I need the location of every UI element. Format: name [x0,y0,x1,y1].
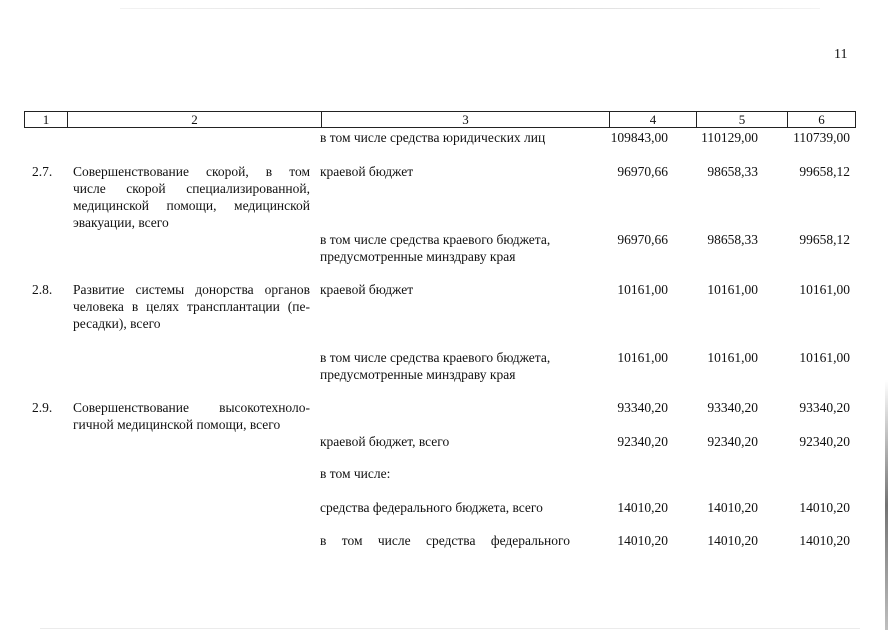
header-col-5: 5 [697,112,788,127]
value-col-5: 92340,20 [707,434,758,449]
header-col-3: 3 [322,112,610,127]
source-cell: в том числе средства юридических лиц [320,130,546,145]
column-number-header [24,111,856,128]
value-col-5: 14010,20 [707,500,758,515]
item-name-line: медицинской помощи, медицинской [73,198,310,213]
value-col-5: 93340,20 [707,400,758,415]
value-col-4: 96970,66 [617,164,668,179]
value-col-4: 96970,66 [617,232,668,247]
header-col-1: 1 [25,112,68,127]
source-cell: в том числе: [320,466,391,481]
value-col-5: 14010,20 [707,533,758,548]
value-col-4: 93340,20 [617,400,668,415]
scan-edge-bottom [40,628,860,629]
value-col-4: 10161,00 [617,350,668,365]
item-name-line: ресадки), всего [73,316,161,331]
source-cell: средства федерального бюджета, всего [320,500,543,515]
value-col-5: 110129,00 [701,130,758,145]
item-name-line: Развитие системы донорства органов [73,282,310,297]
source-cell [320,349,580,383]
value-col-6: 10161,00 [799,350,850,365]
item-name-line: человека в целях трансплантации (пе- [73,299,310,314]
value-col-6: 93340,20 [799,400,850,415]
source-line: предусмотренные минздраву края [320,249,516,264]
value-col-6: 14010,20 [799,533,850,548]
item-name-line: гичной медицинской помощи, всего [73,417,281,432]
value-col-4: 14010,20 [617,533,668,548]
source-cell: краевой бюджет [320,282,414,297]
value-col-6: 14010,20 [799,500,850,515]
item-code: 2.9. [32,400,53,415]
value-col-6: 110739,00 [793,130,850,145]
page-number: 11 [834,47,848,62]
header-col-4: 4 [610,112,697,127]
value-col-5: 10161,00 [707,350,758,365]
value-col-6: 92340,20 [799,434,850,449]
value-col-4: 109843,00 [610,130,668,145]
scan-edge-top [120,8,820,9]
value-col-5: 10161,00 [707,282,758,297]
value-col-6: 99658,12 [799,164,850,179]
item-name [73,163,310,231]
item-code: 2.8. [32,282,53,297]
header-col-6: 6 [818,112,825,127]
header-col-2: 2 [68,112,322,127]
source-cell: краевой бюджет [320,164,414,179]
item-name-line: Совершенствование скорой, в том [73,164,310,179]
source-line: предусмотренные минздраву края [320,367,516,382]
value-col-5: 98658,33 [707,232,758,247]
source-cell [320,231,580,265]
value-col-5: 98658,33 [707,164,758,179]
value-col-6: 10161,00 [799,282,850,297]
item-code: 2.7. [32,164,53,179]
source-line: в том числе средства краевого бюджета, [320,232,551,247]
item-name [73,281,310,332]
item-name [73,399,310,433]
value-col-6: 99658,12 [799,232,850,247]
source-cell: краевой бюджет, всего [320,434,450,449]
value-col-4: 92340,20 [617,434,668,449]
item-name-line: числе скорой специализированной, [73,181,310,196]
value-col-4: 14010,20 [617,500,668,515]
item-name-line: эвакуации, всего [73,215,169,230]
source-cell: в том числе средства федерального [320,533,570,548]
item-name-line: Совершенствование высокотехноло- [73,400,310,415]
source-line: в том числе средства краевого бюджета, [320,350,551,365]
value-col-4: 10161,00 [617,282,668,297]
